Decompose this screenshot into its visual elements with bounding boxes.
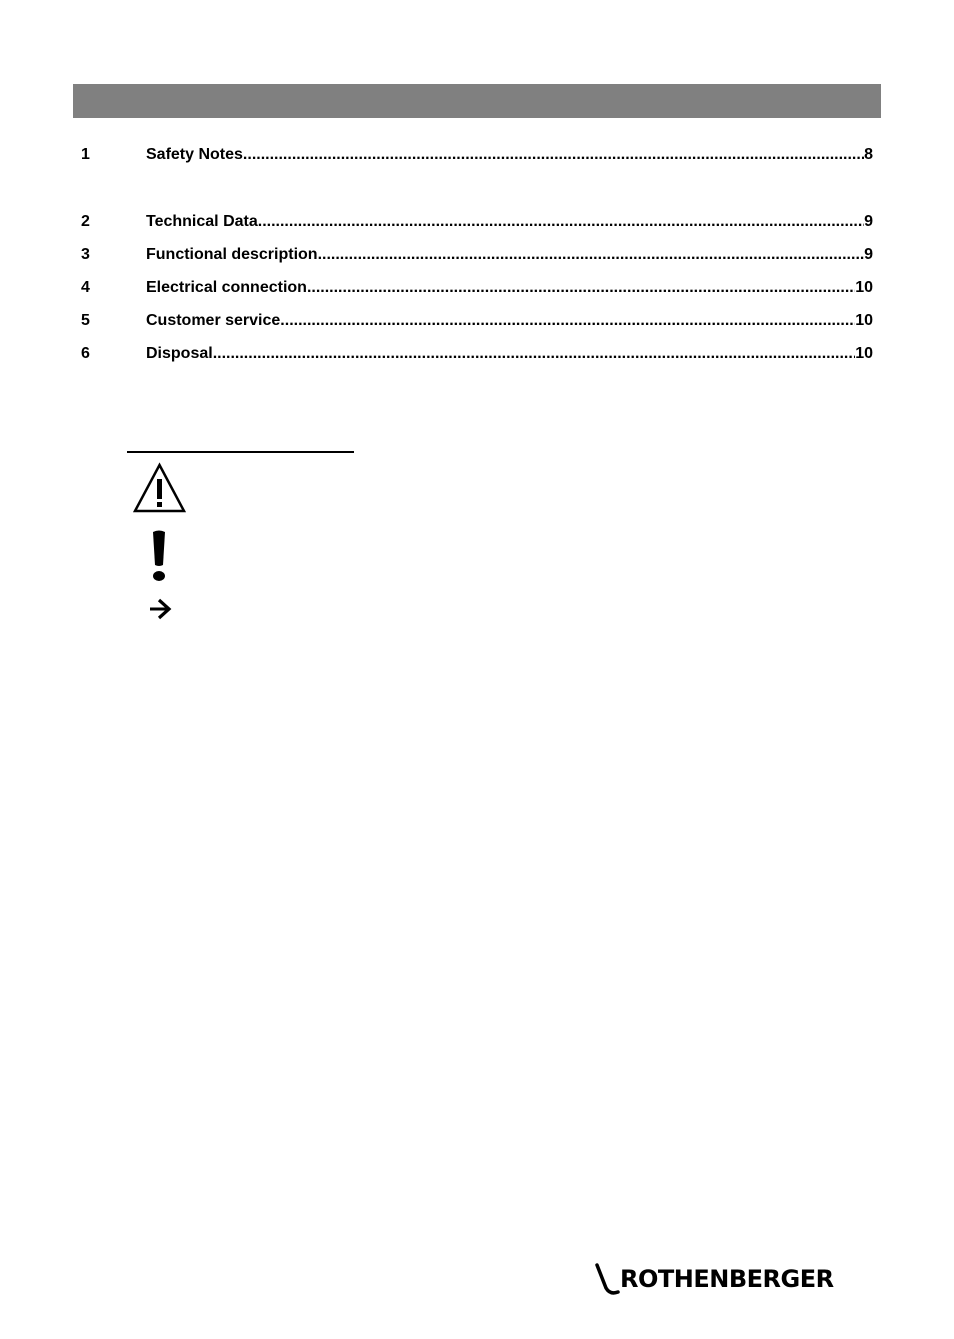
toc-entry-customer-service[interactable] bbox=[81, 310, 873, 332]
toc-page-number: 8 bbox=[864, 146, 873, 163]
toc-leader-dots bbox=[213, 343, 856, 365]
header-bar bbox=[73, 84, 881, 118]
warning-triangle-icon bbox=[132, 462, 187, 514]
toc-number: 2 bbox=[81, 213, 90, 230]
toc-leader-dots bbox=[243, 144, 864, 166]
toc-number: 5 bbox=[81, 312, 90, 329]
toc-number: 4 bbox=[81, 279, 90, 296]
toc-page-number: 10 bbox=[855, 345, 873, 362]
toc-entry-safety-notes[interactable] bbox=[81, 144, 873, 166]
toc-page-number: 10 bbox=[855, 312, 873, 329]
toc-leader-dots bbox=[307, 277, 855, 299]
toc-number: 3 bbox=[81, 246, 90, 263]
toc-title: Customer service bbox=[146, 312, 281, 329]
toc-title: Safety Notes bbox=[146, 146, 243, 163]
toc-title: Technical Data bbox=[146, 213, 258, 230]
logo-text: ROTHENBERGER bbox=[620, 1265, 834, 1293]
rothenberger-logo bbox=[594, 1262, 834, 1296]
toc-entry-technical-data[interactable] bbox=[81, 211, 873, 233]
toc-entry-disposal[interactable] bbox=[81, 343, 873, 365]
toc-title: Electrical connection bbox=[146, 279, 307, 296]
toc-entry-electrical-connection[interactable] bbox=[81, 277, 873, 299]
toc-leader-dots bbox=[318, 244, 865, 266]
toc-page-number: 10 bbox=[855, 279, 873, 296]
toc-number: 1 bbox=[81, 146, 90, 163]
section-underline bbox=[127, 451, 354, 453]
arrow-right-icon bbox=[149, 598, 173, 620]
exclamation-icon bbox=[149, 529, 169, 583]
toc-leader-dots bbox=[258, 211, 864, 233]
toc-page-number: 9 bbox=[864, 246, 873, 263]
toc-page-number: 9 bbox=[864, 213, 873, 230]
logo-swoosh-icon bbox=[594, 1262, 620, 1296]
toc-number: 6 bbox=[81, 345, 90, 362]
toc-title: Functional description bbox=[146, 246, 318, 263]
toc-title: Disposal bbox=[146, 345, 213, 362]
toc-entry-functional-description[interactable] bbox=[81, 244, 873, 266]
toc-leader-dots bbox=[280, 310, 855, 332]
